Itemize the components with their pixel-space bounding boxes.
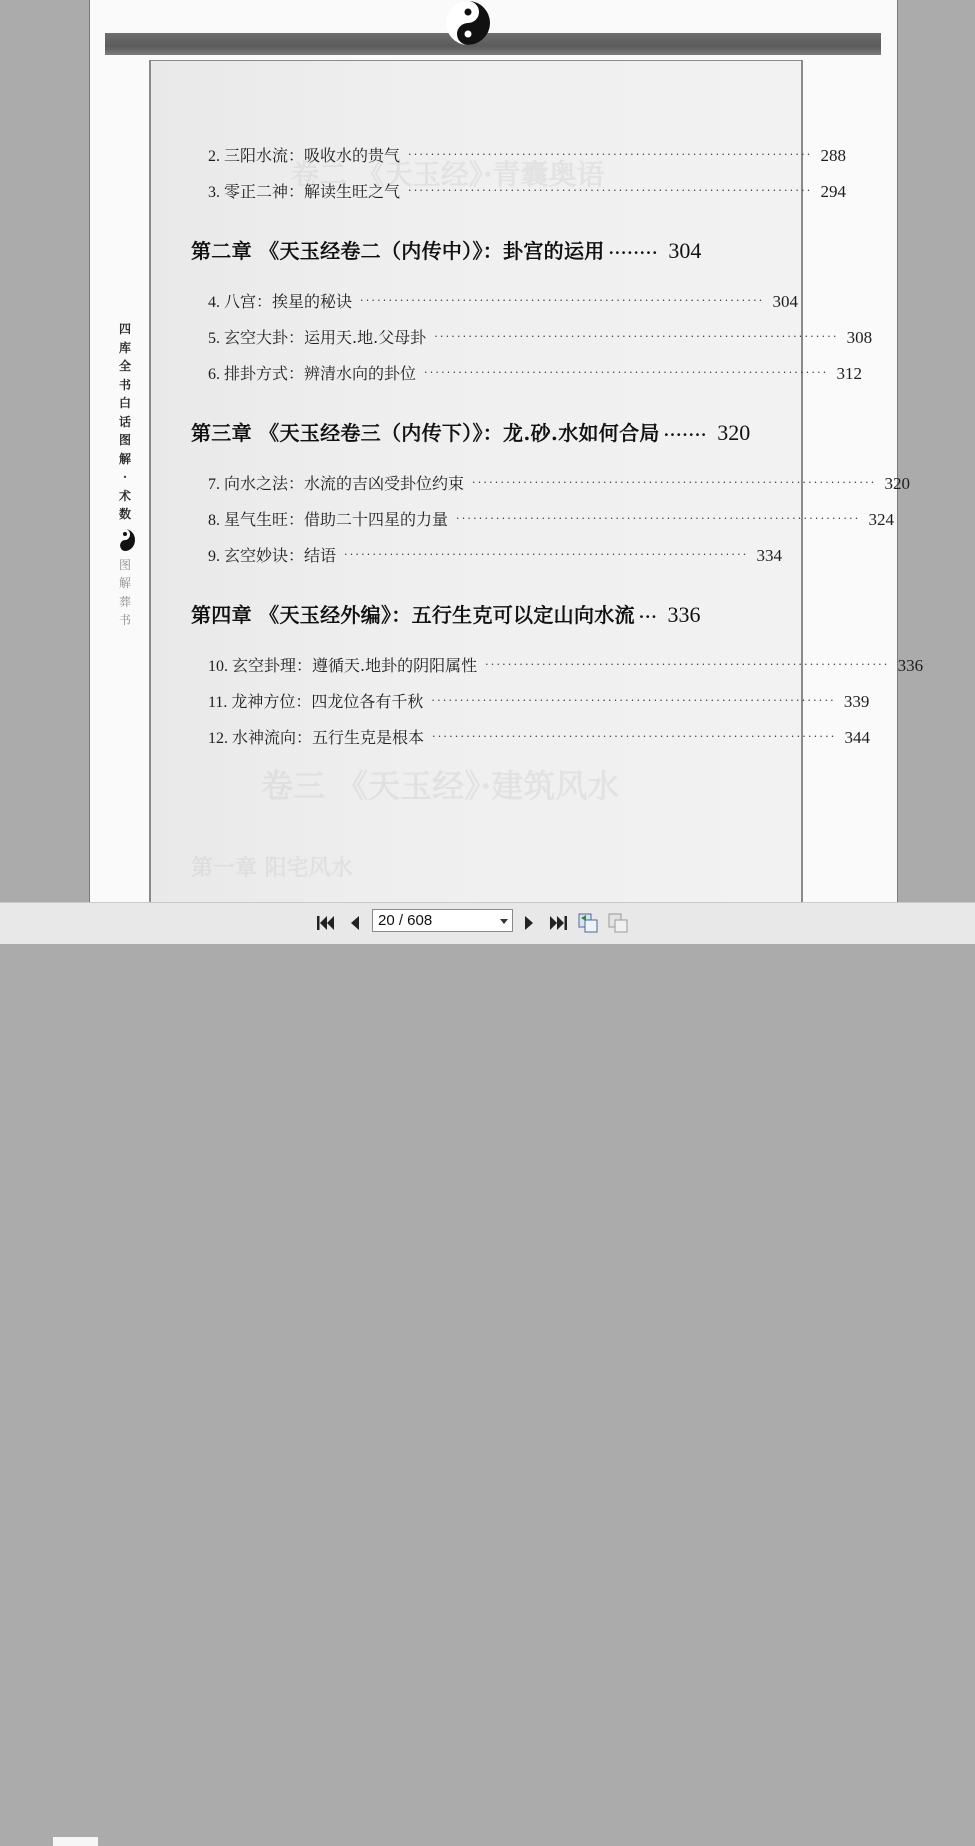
series-char: 解 <box>118 451 131 466</box>
go-forward-icon <box>607 912 629 934</box>
series-char: 全 <box>118 359 131 373</box>
document-page <box>89 0 924 902</box>
series-char: 数 <box>118 507 131 521</box>
entry-title: 星气生旺：借助二十四星的力量 <box>224 510 449 529</box>
last-page-icon <box>548 914 568 932</box>
entry-page: 294 <box>820 182 846 201</box>
book-char: 葬 <box>118 594 131 609</box>
entry-title: 三阳水流：吸收水的贵气 <box>224 146 401 165</box>
leader-dots: ······· <box>663 426 708 444</box>
chapter-heading[interactable] <box>191 235 701 264</box>
toc-entry[interactable] <box>208 289 798 312</box>
entry-number: 12. <box>208 730 228 747</box>
small-yin-yang-icon <box>115 528 135 552</box>
toc-entry[interactable] <box>208 689 870 712</box>
status-tab <box>53 1837 98 1846</box>
toc-entry[interactable] <box>208 725 870 748</box>
page-number-select[interactable] <box>372 909 513 932</box>
entry-number: 8. <box>208 512 220 529</box>
series-char: 术 <box>118 488 131 503</box>
entry-number: 5. <box>208 330 220 347</box>
chevron-down-icon <box>500 919 508 924</box>
bleed-through-text: 卷三 《天玉经》·建筑风水 <box>261 767 620 805</box>
series-char: 话 <box>118 414 131 429</box>
yin-yang-icon <box>445 0 491 46</box>
toc-entry[interactable] <box>208 143 846 166</box>
entry-title: 龙神方位：四龙位各有千秋 <box>231 692 424 711</box>
entry-number: 10. <box>208 658 228 675</box>
bleed-through-text: 第一章 阳宅风水 <box>191 855 353 881</box>
entry-number: 7. <box>208 476 220 493</box>
entry-page: 324 <box>868 510 894 529</box>
last-page-button[interactable] <box>546 911 570 935</box>
chapter-heading[interactable] <box>191 599 701 628</box>
leader-dots: ······································································· <box>432 730 837 743</box>
leader-dots: ······································································· <box>408 184 813 197</box>
series-char: 书 <box>118 377 131 392</box>
next-page-icon <box>522 914 536 932</box>
leader-dots: ······································································· <box>344 548 749 561</box>
entry-number: 2. <box>208 148 220 165</box>
entry-number: 4. <box>208 294 220 311</box>
toc-entry[interactable] <box>208 361 862 384</box>
entry-title: 玄空大卦：运用天.地.父母卦 <box>224 328 427 347</box>
entry-page: 288 <box>820 146 846 165</box>
entry-title: 玄空卦理：遵循天.地卦的阴阳属性 <box>232 656 478 675</box>
chapter-title: 第四章 《天玉经外编》：五行生克可以定山向水流 <box>191 603 635 627</box>
entry-title: 水神流向：五行生克是根本 <box>232 728 425 747</box>
leader-dots: ······································································· <box>424 366 829 379</box>
go-back-button[interactable] <box>576 911 600 935</box>
entry-page: 334 <box>756 546 782 565</box>
series-char: 四 <box>118 322 131 336</box>
side-series-title <box>116 320 134 630</box>
entry-title: 排卦方式：辨清水向的卦位 <box>224 364 417 383</box>
entry-title: 向水之法：水流的吉凶受卦位约束 <box>224 474 465 493</box>
series-char: 白 <box>118 396 131 410</box>
bleed-through-text: 卷二 《天玉经》·青囊奥语 <box>291 158 605 191</box>
entry-page: 304 <box>772 292 798 311</box>
book-char: 书 <box>118 613 131 627</box>
next-page-button[interactable] <box>517 911 541 935</box>
toc-entry[interactable] <box>208 507 894 530</box>
leader-dots: ······································································· <box>456 512 861 525</box>
viewer-toolbar <box>0 902 975 944</box>
entry-page: 339 <box>843 692 870 711</box>
entry-page: 344 <box>844 728 870 747</box>
leader-dots: ······································································· <box>360 294 765 307</box>
leader-dots: ······································································· <box>431 694 836 707</box>
entry-title: 八宫：挨星的秘诀 <box>224 292 353 311</box>
chapter-title: 第三章 《天玉经卷三（内传下）》：龙.砂.水如何合局 <box>191 421 660 445</box>
series-char: · <box>122 470 128 484</box>
entry-number: 6. <box>208 366 220 383</box>
go-back-icon <box>577 912 599 934</box>
leader-dots: ········ <box>608 244 659 262</box>
chapter-heading[interactable] <box>191 417 750 446</box>
entry-page: 336 <box>897 656 924 675</box>
first-page-button[interactable] <box>314 911 338 935</box>
prev-page-icon <box>348 914 362 932</box>
toc-entry[interactable] <box>208 179 846 202</box>
entry-number: 9. <box>208 548 220 565</box>
toc-entry[interactable] <box>208 543 782 566</box>
chapter-page: 304 <box>668 238 702 263</box>
leader-dots: ······································································· <box>485 658 890 671</box>
entry-number: 3. <box>208 184 220 201</box>
chapter-page: 320 <box>717 420 751 445</box>
book-char: 图 <box>118 557 131 572</box>
entry-page: 308 <box>846 328 873 347</box>
entry-number: 11. <box>208 694 228 711</box>
chapter-title: 第二章 《天玉经卷二（内传中）》：卦宫的运用 <box>191 239 605 263</box>
page-indicator: 20 / 608 <box>378 912 433 929</box>
toc-entry[interactable] <box>208 325 873 348</box>
entry-title: 玄空妙诀：结语 <box>224 546 337 565</box>
chapter-page: 336 <box>667 602 701 627</box>
header-band <box>105 33 881 55</box>
entry-page: 320 <box>884 474 910 493</box>
book-char: 解 <box>118 576 131 590</box>
leader-dots: ······································································· <box>472 476 877 489</box>
leader-dots: ··· <box>638 608 658 626</box>
go-forward-button[interactable] <box>606 911 630 935</box>
first-page-icon <box>316 914 336 932</box>
series-char: 图 <box>118 433 131 447</box>
toc-entry[interactable] <box>208 653 924 676</box>
leader-dots: ······································································· <box>434 330 839 343</box>
entry-title: 零正二神：解读生旺之气 <box>224 182 401 201</box>
series-char: 库 <box>118 340 131 355</box>
prev-page-button[interactable] <box>343 911 367 935</box>
scanned-page <box>149 60 924 921</box>
entry-page: 312 <box>836 364 862 383</box>
toc-entry[interactable] <box>208 471 910 494</box>
leader-dots: ······································································· <box>408 148 813 161</box>
